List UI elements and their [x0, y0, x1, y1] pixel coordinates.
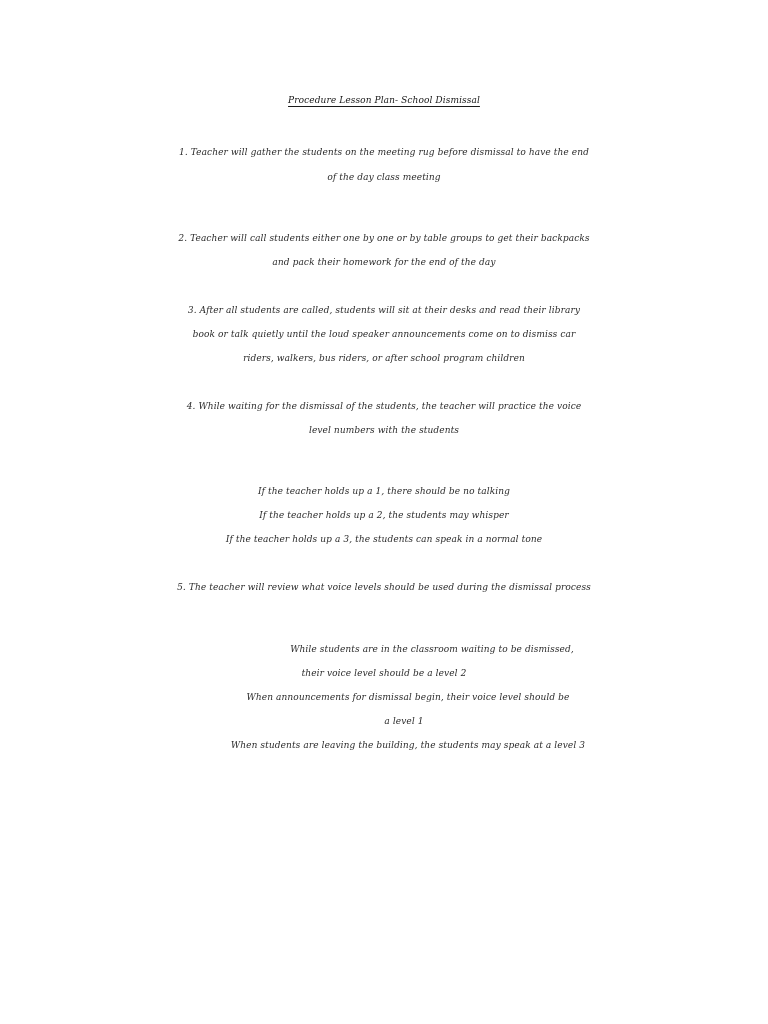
step-3-line-3: riders, walkers, bus riders, or after school program children [243, 354, 525, 364]
step-1-line-1: 1. Teacher will gather the students on the meeting rug before dismissal to have the end [179, 148, 589, 158]
dismissal-rule-line-3: When announcements for dismissal begin, their voice level should be [246, 693, 570, 703]
dismissal-rule-line-2: their voice level should be a level 2 [301, 669, 467, 679]
step-2-line-2: and pack their homework for the end of the day [272, 258, 496, 268]
dismissal-rule-line-1: While students are in the classroom waiting to be dismissed, [290, 645, 574, 655]
voice-level-3: If the teacher holds up a 3, the students can speak in a normal tone [225, 535, 543, 545]
step-5: 5. The teacher will review what voice levels should be used during the dismissal process [177, 583, 591, 593]
step-4-line-1: 4. While waiting for the dismissal of the students, the teacher will practice the voice [186, 402, 582, 412]
step-3-line-2: book or talk quietly until the loud speaker announcements come on to dismiss car [192, 330, 576, 340]
step-3-line-1: 3. After all students are called, students will sit at their desks and read their library [187, 306, 581, 316]
step-1-line-2: of the day class meeting [327, 173, 441, 183]
page-title: Procedure Lesson Plan- School Dismissal [288, 96, 480, 106]
dismissal-rule-line-5: When students are leaving the building, the students may speak at a level 3 [230, 741, 586, 751]
voice-level-2: If the teacher holds up a 2, the students may whisper [259, 511, 509, 521]
step-4-line-2: level numbers with the students [308, 426, 460, 436]
dismissal-rule-line-4: a level 1 [384, 717, 424, 727]
step-2-line-1: 2. Teacher will call students either one by one or by table groups to get their backpacks [178, 234, 590, 244]
voice-level-1: If the teacher holds up a 1, there should be no talking [257, 487, 511, 497]
